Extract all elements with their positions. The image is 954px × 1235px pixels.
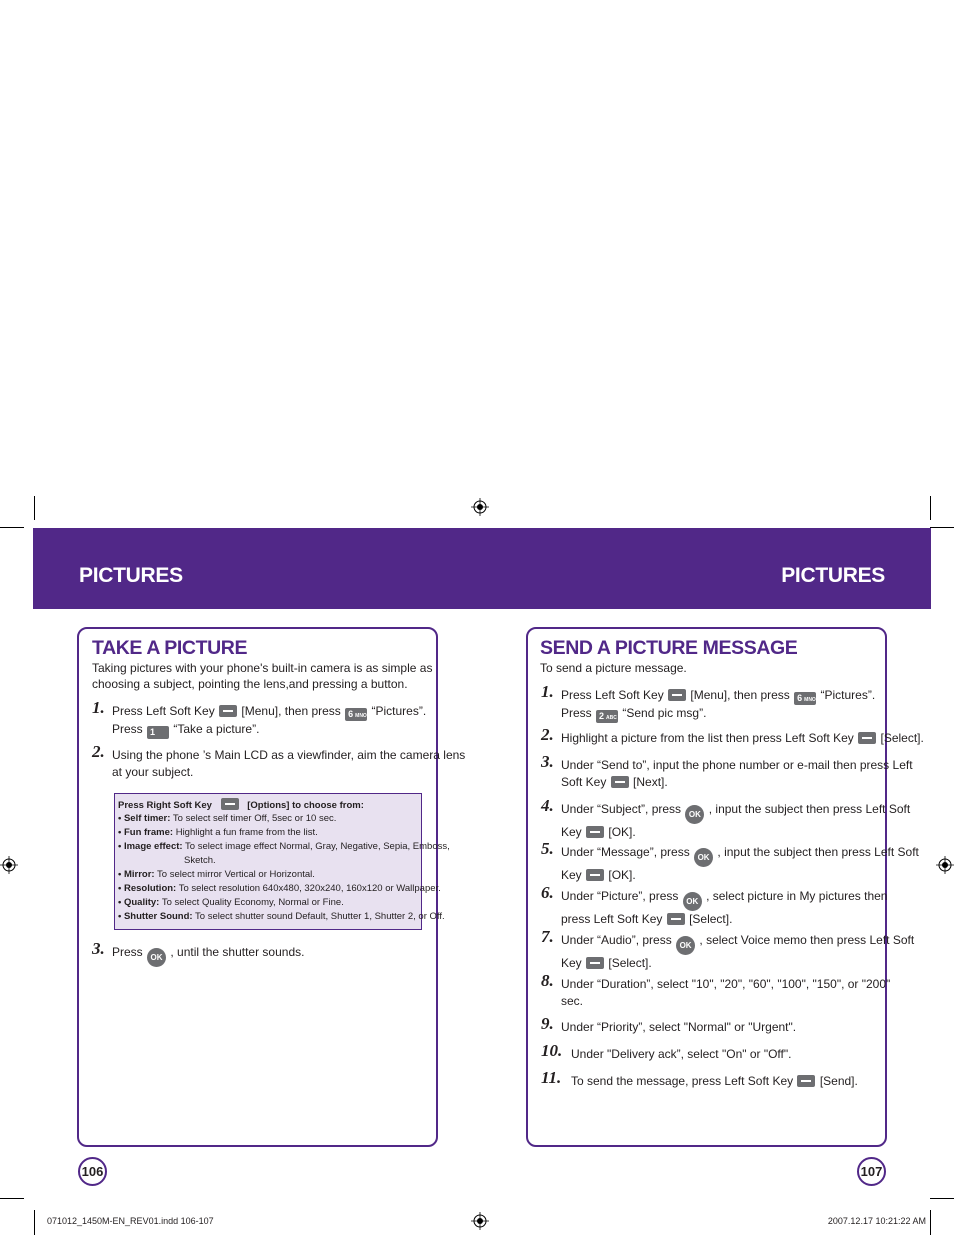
ok-key-icon: OK <box>685 805 704 824</box>
page-number-left: 106 <box>78 1157 107 1186</box>
step-text: [OK]. <box>608 868 636 882</box>
step-number: 8. <box>541 971 554 990</box>
step-text: [OK]. <box>608 825 636 839</box>
crop-mark <box>930 1210 931 1235</box>
left-soft-key-icon <box>797 1075 815 1087</box>
right-page-title: PICTURES <box>781 564 885 587</box>
step-10 <box>541 1041 876 1064</box>
left-soft-key-icon <box>667 913 685 925</box>
step-number: 2. <box>541 725 554 744</box>
step-number: 7. <box>541 927 554 946</box>
ok-key-icon: OK <box>683 892 702 911</box>
step-number: 9. <box>541 1014 554 1033</box>
option-item-continued: Sketch. <box>184 855 216 866</box>
step-text: “Take a picture”. <box>173 722 260 736</box>
take-picture-heading: TAKE A PICTURE <box>92 637 248 659</box>
step-text: Key <box>561 956 582 970</box>
step-text: [Select]. <box>689 912 733 926</box>
step-number: 4. <box>541 796 554 815</box>
step-text: [Menu], then press <box>241 704 341 718</box>
step-text: Under “Priority”, select "Normal" or "Urgent". <box>561 1020 797 1034</box>
step-7 <box>541 927 915 970</box>
one-key-icon: 1 <box>147 726 169 739</box>
step-8 <box>541 971 891 1010</box>
step-number: 11. <box>541 1068 562 1087</box>
step-11 <box>541 1068 876 1091</box>
step-3 <box>541 752 913 791</box>
step-text: Press Left Soft Key <box>561 688 664 702</box>
step-text: Under “Audio”, press <box>561 933 672 947</box>
left-soft-key-icon <box>586 957 604 969</box>
six-key-icon: 6 MNO <box>345 708 367 721</box>
ok-key-icon: OK <box>147 948 166 967</box>
right-soft-key-icon <box>221 798 239 810</box>
ok-key-icon: OK <box>676 936 695 955</box>
registration-mark-icon <box>0 856 18 874</box>
crop-mark <box>34 496 35 520</box>
crop-mark <box>930 1198 954 1199</box>
step-number: 1. <box>541 682 554 701</box>
step-text: “Send pic msg”. <box>622 706 707 720</box>
footer-timestamp: 2007.12.17 10:21:22 AM <box>827 1216 926 1226</box>
step-number: 5. <box>541 839 554 858</box>
step-text: , until the shutter sounds. <box>170 945 305 959</box>
left-soft-key-icon <box>611 776 629 788</box>
step-text: Under "Delivery ack”, select "On" or "Off". <box>571 1047 792 1061</box>
step-text: , select picture in My pictures then <box>706 889 888 903</box>
step-text: , select Voice memo then press Left Soft <box>699 933 915 947</box>
step-number: 2. <box>92 742 105 761</box>
option-item: • Self timer: To select self timer Off, 5sec or 10 sec. <box>118 813 337 824</box>
step-text: Under “Picture”, press <box>561 889 679 903</box>
step-number: 6. <box>541 883 554 902</box>
step-number: 3. <box>541 752 554 771</box>
step-1 <box>92 698 427 737</box>
step-text: , input the subject then press Left Soft <box>708 802 911 816</box>
step-text: “Pictures”. <box>371 704 427 718</box>
left-soft-key-icon <box>219 705 237 717</box>
crop-mark <box>0 1198 24 1199</box>
left-page-title: PICTURES <box>79 564 183 587</box>
step-number: 3. <box>92 939 105 958</box>
step-text: [Next]. <box>633 775 668 789</box>
step-5 <box>541 839 919 882</box>
left-soft-key-icon <box>858 732 876 744</box>
step-1 <box>541 682 876 721</box>
step-2 <box>541 725 924 748</box>
step-text: Under “Subject”, press <box>561 802 682 816</box>
step-text: press Left Soft Key <box>561 912 663 926</box>
crop-mark <box>34 1210 35 1235</box>
step-2 <box>92 742 466 781</box>
step-text: Press <box>112 945 143 959</box>
options-heading: Press Right Soft Key [Options] to choose from: <box>118 800 364 811</box>
left-soft-key-icon <box>586 826 604 838</box>
step-text: Press <box>561 706 592 720</box>
option-item: • Quality: To select Quality Economy, Normal or Fine. <box>118 897 344 908</box>
send-picture-heading: SEND A PICTURE MESSAGE <box>540 637 798 659</box>
option-item: • Shutter Sound: To select shutter sound Default, Shutter 1, Shutter 2, or Off. <box>118 911 445 922</box>
step-9 <box>541 1014 876 1037</box>
registration-mark-icon <box>471 1212 489 1230</box>
step-6 <box>541 883 888 926</box>
intro-line: choosing a subject, pointing the lens,and pressing a button. <box>92 677 408 691</box>
step-number: 1. <box>92 698 105 717</box>
page-number-right: 107 <box>857 1157 886 1186</box>
crop-mark <box>930 527 954 528</box>
step-text: Highlight a picture from the list then press Left Soft Key <box>561 731 854 745</box>
ok-key-icon: OK <box>694 848 713 867</box>
step-text: [Select]. <box>880 731 924 745</box>
step-text: “Pictures”. <box>820 688 876 702</box>
step-text: [Menu], then press <box>690 688 790 702</box>
step-text: To send the message, press Left Soft Key <box>571 1074 794 1088</box>
registration-mark-icon <box>471 498 489 516</box>
step-number: 10. <box>541 1041 563 1060</box>
option-item: • Fun frame: Highlight a fun frame from the list. <box>118 827 318 838</box>
step-text: Key <box>561 868 582 882</box>
option-item: • Image effect: To select image effect Normal, Gray, Negative, Sepia, Emboss, <box>118 841 450 852</box>
step-text: Key <box>561 825 582 839</box>
step-text: Press Left Soft Key <box>112 704 215 718</box>
option-item: • Mirror: To select mirror Vertical or Horizontal. <box>118 869 315 880</box>
left-soft-key-icon <box>586 869 604 881</box>
step-3 <box>92 939 422 964</box>
step-text: Press <box>112 722 143 736</box>
registration-mark-icon <box>936 856 954 874</box>
header-banner <box>33 528 931 609</box>
step-text: Using the phone ’s Main LCD as a viewfinder, aim the camera lens <box>112 748 466 762</box>
option-item: • Resolution: To select resolution 640x480, 320x240, 160x120 or Wallpaper. <box>118 883 441 894</box>
camera-options-box <box>114 793 450 930</box>
intro-line: Taking pictures with your phone's built-in camera is as simple as <box>92 661 433 675</box>
step-text: Under “Message”, press <box>561 845 690 859</box>
step-4 <box>541 796 911 839</box>
six-key-icon: 6 MNO <box>794 692 816 705</box>
left-soft-key-icon <box>668 689 686 701</box>
two-key-icon: 2 ABC <box>596 710 618 723</box>
crop-mark <box>0 527 24 528</box>
footer-file-name: 071012_1450M-EN_REV01.indd 106-107 <box>47 1216 214 1226</box>
step-text: at your subject. <box>112 765 194 779</box>
step-text: Under “Send to”, input the phone number or e-mail then press Left <box>561 758 913 772</box>
step-text: , input the subject then press Left Soft <box>717 845 919 859</box>
crop-mark <box>930 496 931 520</box>
step-text: Under “Duration”, select "10", "20", "60", "100", "150", or "200" <box>561 977 891 991</box>
step-text: Soft Key <box>561 775 607 789</box>
step-text: [Select]. <box>608 956 652 970</box>
intro-line: To send a picture message. <box>540 661 687 675</box>
step-text: [Send]. <box>819 1074 858 1088</box>
step-text: sec. <box>561 994 584 1008</box>
